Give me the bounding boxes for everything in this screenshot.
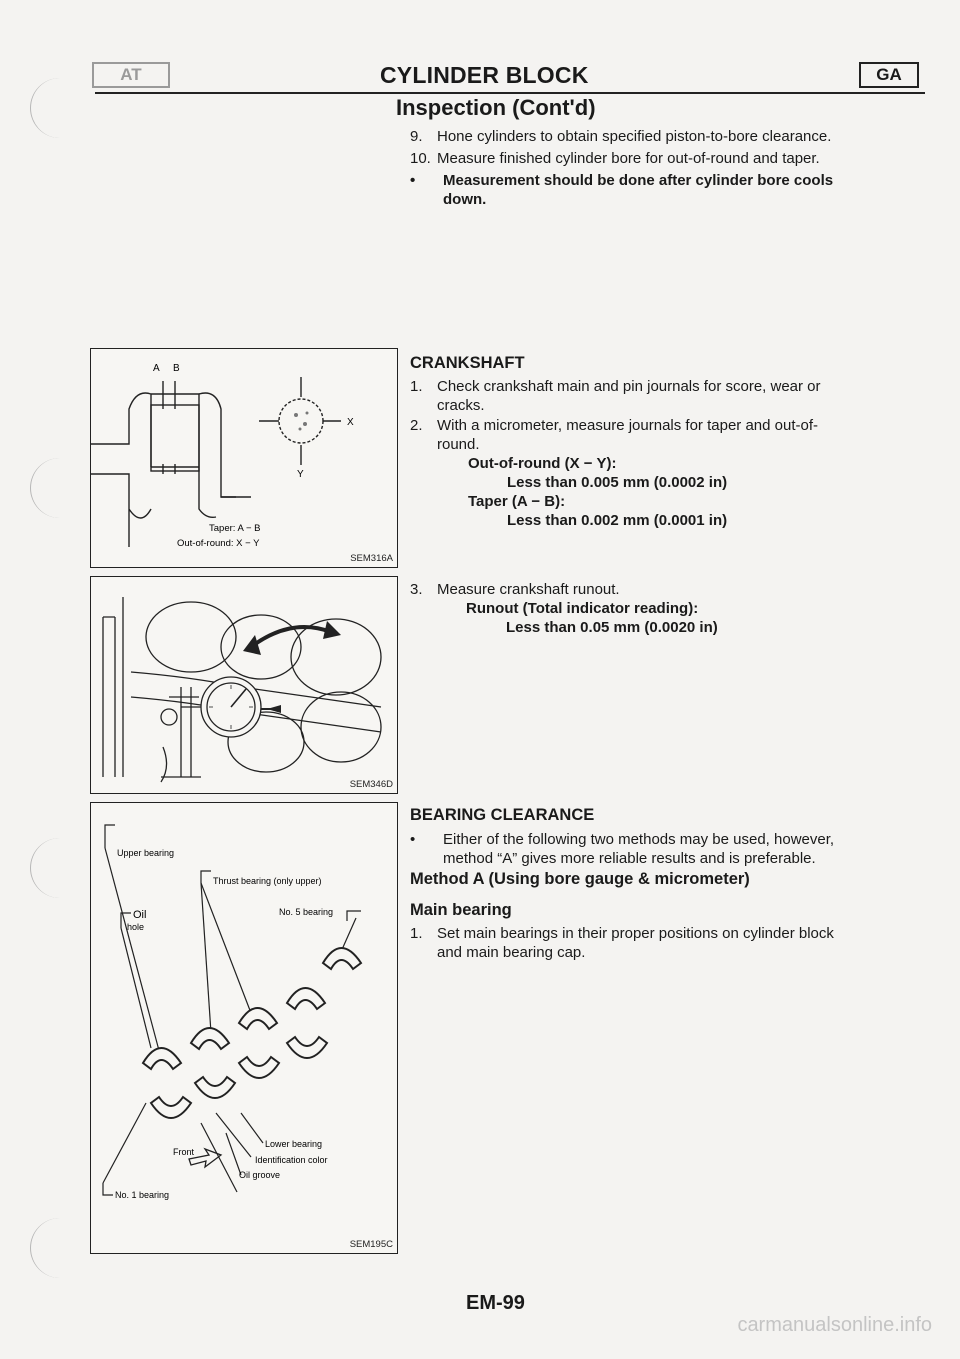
label-a: A: [153, 363, 160, 374]
label-x: X: [347, 417, 354, 428]
label-thrust-bearing: Thrust bearing (only upper): [213, 876, 322, 886]
label-identification-color: Identification color: [255, 1155, 328, 1165]
label-no5-bearing: No. 5 bearing: [279, 907, 334, 917]
page-subtitle: Inspection (Cont'd): [396, 95, 596, 120]
page-title: CYLINDER BLOCK: [380, 62, 589, 88]
label-no1-bearing: No. 1 bearing: [115, 1190, 170, 1200]
step-number: 3.: [410, 581, 423, 598]
spec-value: Less than 0.005 mm (0.0002 in): [507, 474, 728, 491]
spec-label: Taper (A − B):: [468, 493, 566, 510]
step-number: 9.: [410, 128, 423, 145]
step-text: Set main bearings in their proper positions on cylinder block: [437, 925, 834, 942]
body-text: method “A” gives more reliable results and is preferable.: [443, 850, 816, 867]
bullet: •: [410, 831, 416, 848]
runout-section: [410, 580, 920, 637]
label-oil: Oil: [133, 909, 147, 921]
warning-text: down.: [443, 191, 487, 208]
label-upper-bearing: Upper bearing: [117, 848, 175, 858]
taper-formula: Taper: A − B: [209, 523, 261, 534]
step-number: 2.: [410, 417, 423, 434]
section-badge-right: GA: [859, 62, 919, 88]
step-text: round.: [437, 436, 480, 453]
step-number: 1.: [410, 378, 423, 395]
step-text: and main bearing cap.: [437, 944, 586, 961]
label-lower-bearing: Lower bearing: [265, 1139, 323, 1149]
spec-value: Less than 0.002 mm (0.0001 in): [507, 512, 728, 529]
intro-steps: [410, 127, 920, 209]
label-front: Front: [173, 1147, 195, 1157]
step-text: Measure finished cylinder bore for out-of-round and taper.: [437, 150, 820, 167]
figure-code: SEM346D: [349, 779, 393, 790]
dial-gauge-diagram: [91, 577, 397, 793]
section-heading: CRANKSHAFT: [410, 354, 525, 372]
step-text: With a micrometer, measure journals for taper and out-of-: [437, 417, 818, 434]
binder-hole: [30, 1218, 77, 1278]
section-badge-left: AT: [92, 62, 170, 88]
body-text: Either of the following two methods may be used, however,: [443, 831, 835, 848]
main-bearings-diagram: [91, 803, 397, 1253]
watermark: carmanualsonline.info: [737, 1314, 932, 1336]
step-text: Measure crankshaft runout.: [437, 581, 620, 598]
label-oil-groove: Oil groove: [239, 1170, 281, 1180]
label-hole: hole: [127, 922, 145, 932]
label-b: B: [173, 363, 180, 374]
spec-label: Runout (Total indicator reading):: [466, 600, 699, 617]
crankshaft-section: [410, 354, 920, 530]
sub-heading: Main bearing: [410, 901, 512, 919]
spec-value: Less than 0.05 mm (0.0020 in): [506, 619, 718, 636]
step-number: 1.: [410, 925, 423, 942]
binder-hole: [30, 838, 77, 898]
method-heading: Method A (Using bore gauge & micrometer): [410, 870, 750, 888]
label-y: Y: [297, 469, 304, 480]
figure-code: SEM195C: [349, 1239, 393, 1250]
figure-journal-measurement: [90, 348, 398, 568]
oor-formula: Out-of-round: X − Y: [177, 538, 260, 549]
step-text: Check crankshaft main and pin journals for score, wear or: [437, 378, 821, 395]
figure-code: SEM316A: [350, 553, 393, 564]
bullet: •: [410, 172, 416, 189]
step-text: cracks.: [437, 397, 485, 414]
section-heading: BEARING CLEARANCE: [410, 806, 595, 824]
figure-main-bearings: [90, 802, 398, 1254]
header-rule: [95, 92, 925, 94]
step-text: Hone cylinders to obtain specified piston-to-bore clearance.: [437, 128, 832, 145]
page-number: EM-99: [466, 1292, 525, 1314]
bearing-section: [410, 806, 922, 962]
binder-hole: [30, 458, 77, 518]
warning-text: Measurement should be done after cylinder bore cools: [443, 172, 834, 189]
spec-label: Out-of-round (X − Y):: [468, 455, 617, 472]
figure-runout-measurement: [90, 576, 398, 794]
step-number: 10.: [410, 150, 431, 167]
crankshaft-journal-diagram: [91, 349, 397, 567]
binder-hole: [30, 78, 77, 138]
